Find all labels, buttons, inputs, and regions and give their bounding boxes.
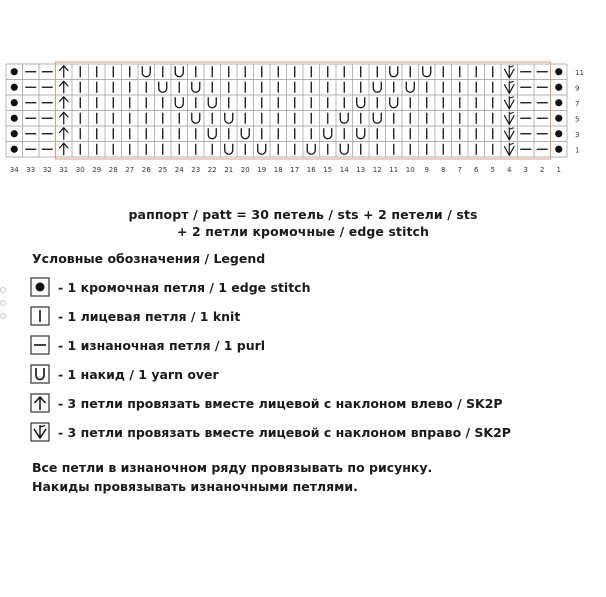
column-number-label: 9: [424, 166, 429, 174]
legend-item-yarn-over: [30, 364, 219, 384]
knit-icon: [30, 306, 50, 326]
yarn-over-symbol: [142, 66, 150, 77]
row-number-label: 7: [575, 99, 580, 108]
yarn-over-icon: [30, 364, 50, 384]
yarn-over-symbol: [357, 128, 365, 139]
edge-stitch-symbol: [11, 68, 18, 75]
carousel-dot[interactable]: [0, 300, 6, 306]
carousel-dot[interactable]: [0, 313, 6, 319]
column-number-label: 21: [224, 166, 234, 174]
yarn-over-symbol: [390, 66, 398, 77]
sk2p-left-symbol: [59, 112, 68, 124]
yarn-over-symbol: [340, 144, 348, 155]
row-number-label: 9: [575, 84, 580, 93]
column-number-label: 22: [207, 166, 217, 174]
column-number-label: 10: [405, 166, 415, 174]
edge-stitch-symbol: [11, 130, 18, 137]
legend-title: Условные обозначения / Legend: [32, 251, 266, 266]
column-number-label: 4: [507, 166, 512, 174]
column-number-label: 15: [323, 166, 333, 174]
yarn-over-symbol: [406, 82, 414, 93]
sk2p-right-symbol: [504, 65, 514, 78]
purl-icon: [30, 335, 50, 355]
sk2p-right-symbol: [504, 81, 514, 94]
symbol-stroke: [509, 81, 514, 83]
column-number-label: 17: [290, 166, 300, 174]
sk2p-left-icon: [30, 393, 50, 413]
column-number-label: 31: [59, 166, 69, 174]
column-number-label: 23: [191, 166, 201, 174]
column-number-label: 8: [441, 166, 446, 174]
column-number-label: 7: [457, 166, 462, 174]
column-number-label: 1: [556, 166, 561, 174]
edge-stitch-symbol: [11, 99, 18, 106]
yarn-over-symbol: [390, 97, 398, 108]
column-number-label: 30: [75, 166, 85, 174]
yarn-over-symbol: [373, 113, 381, 124]
sk2p-right-symbol: [504, 127, 514, 140]
edge-stitch-symbol: [555, 99, 562, 106]
yarn-over-symbol: [307, 144, 315, 155]
yarn-over-symbol: [208, 97, 216, 108]
legend-text: - 1 накид / 1 yarn over: [58, 366, 219, 382]
column-number-label: 5: [490, 166, 495, 174]
sk2p-left-symbol: [59, 81, 68, 93]
yarn-over-symbol: [192, 82, 200, 93]
legend-item-purl: [30, 335, 265, 355]
yarn-over-symbol: [241, 128, 249, 139]
edge-stitch-symbol: [11, 146, 18, 153]
note-wrong-side-rows: Все петли в изнаночном ряду провязывать по рисунку.: [32, 460, 433, 475]
yarn-over-symbol: [225, 144, 233, 155]
yarn-over-symbol: [175, 97, 183, 108]
sk2p-left-symbol: [59, 66, 68, 78]
edge-stitch-symbol: [11, 115, 18, 122]
column-number-label: 29: [92, 166, 102, 174]
edge-stitch-symbol: [555, 130, 562, 137]
edge-stitch-icon: [30, 277, 50, 297]
yarn-over-symbol: [340, 113, 348, 124]
column-number-label: 13: [356, 166, 366, 174]
sk2p-right-symbol: [504, 143, 514, 156]
sk2p-right-symbol: [504, 112, 514, 125]
column-number-label: 6: [474, 166, 479, 174]
yarn-over-symbol: [357, 97, 365, 108]
sk2p-left-symbol: [59, 143, 68, 155]
knitting-chart: [0, 0, 606, 190]
column-number-label: 34: [9, 166, 19, 174]
column-number-label: 27: [125, 166, 135, 174]
column-number-label: 14: [339, 166, 349, 174]
legend-item-sk2p-left: [30, 393, 503, 413]
edge-stitch-symbol: [555, 68, 562, 75]
symbol-stroke: [509, 97, 514, 99]
symbol-stroke: [509, 143, 514, 145]
legend-item-knit: [30, 306, 240, 326]
column-number-label: 2: [540, 166, 545, 174]
row-number-label: 5: [575, 115, 580, 124]
column-number-label: 16: [306, 166, 316, 174]
column-number-label: 19: [257, 166, 267, 174]
yarn-over-symbol: [175, 66, 183, 77]
column-number-label: 25: [158, 166, 168, 174]
yarn-over-symbol: [423, 66, 431, 77]
yarn-over-symbol: [373, 82, 381, 93]
column-number-label: 11: [389, 166, 399, 174]
legend-item-edge-stitch: [30, 277, 311, 297]
legend-item-sk2p-right: [30, 422, 511, 442]
yarn-over-symbol: [225, 113, 233, 124]
yarn-over-symbol: [324, 128, 332, 139]
column-number-label: 18: [273, 166, 283, 174]
column-number-label: 24: [174, 166, 184, 174]
chart-grid: [6, 64, 567, 157]
legend-text: - 1 изнаночная петля / 1 purl: [58, 337, 266, 353]
column-number-label: 33: [26, 166, 36, 174]
edge-stitch-symbol: [555, 115, 562, 122]
edge-stitch-info: + 2 петли кромочные / edge stitch: [176, 224, 430, 239]
carousel-dot[interactable]: [0, 287, 6, 293]
yarn-over-symbol: [192, 113, 200, 124]
yarn-over-symbol: [159, 82, 167, 93]
column-number-label: 26: [141, 166, 151, 174]
legend-text: - 3 петли провязать вместе лицевой с наклоном влево / SK2P: [58, 395, 503, 411]
column-number-label: 20: [240, 166, 250, 174]
edge-stitch-symbol: [555, 84, 562, 91]
column-number-label: 28: [108, 166, 118, 174]
legend-text: - 3 петли провязать вместе лицевой с наклоном вправо / SK2P: [58, 424, 511, 440]
yarn-over-symbol: [258, 144, 266, 155]
edge-stitch-symbol: [555, 146, 562, 153]
symbol-stroke: [509, 112, 514, 114]
symbol-stroke: [509, 66, 514, 68]
legend-text: - 1 лицевая петля / 1 knit: [58, 308, 241, 324]
symbol-stroke: [509, 128, 514, 130]
edge-stitch-symbol: [11, 84, 18, 91]
row-number-label: 3: [575, 130, 580, 139]
row-number-label: 11: [575, 68, 584, 77]
sk2p-left-symbol: [59, 97, 68, 109]
sk2p-left-symbol: [59, 128, 68, 140]
row-number-label: 1: [575, 146, 580, 155]
column-number-label: 32: [42, 166, 52, 174]
column-number-label: 12: [372, 166, 382, 174]
carousel-indicator[interactable]: [0, 287, 6, 319]
pattern-repeat-info: раппорт / patt = 30 петель / sts + 2 петели / sts: [128, 207, 478, 222]
sk2p-right-icon: [30, 422, 50, 442]
note-yarn-overs: Накиды провязывать изнаночными петлями.: [32, 479, 358, 494]
column-number-label: 3: [523, 166, 528, 174]
sk2p-right-symbol: [504, 96, 514, 109]
yarn-over-symbol: [208, 128, 216, 139]
legend-text: - 1 кромочная петля / 1 edge stitch: [58, 279, 311, 295]
